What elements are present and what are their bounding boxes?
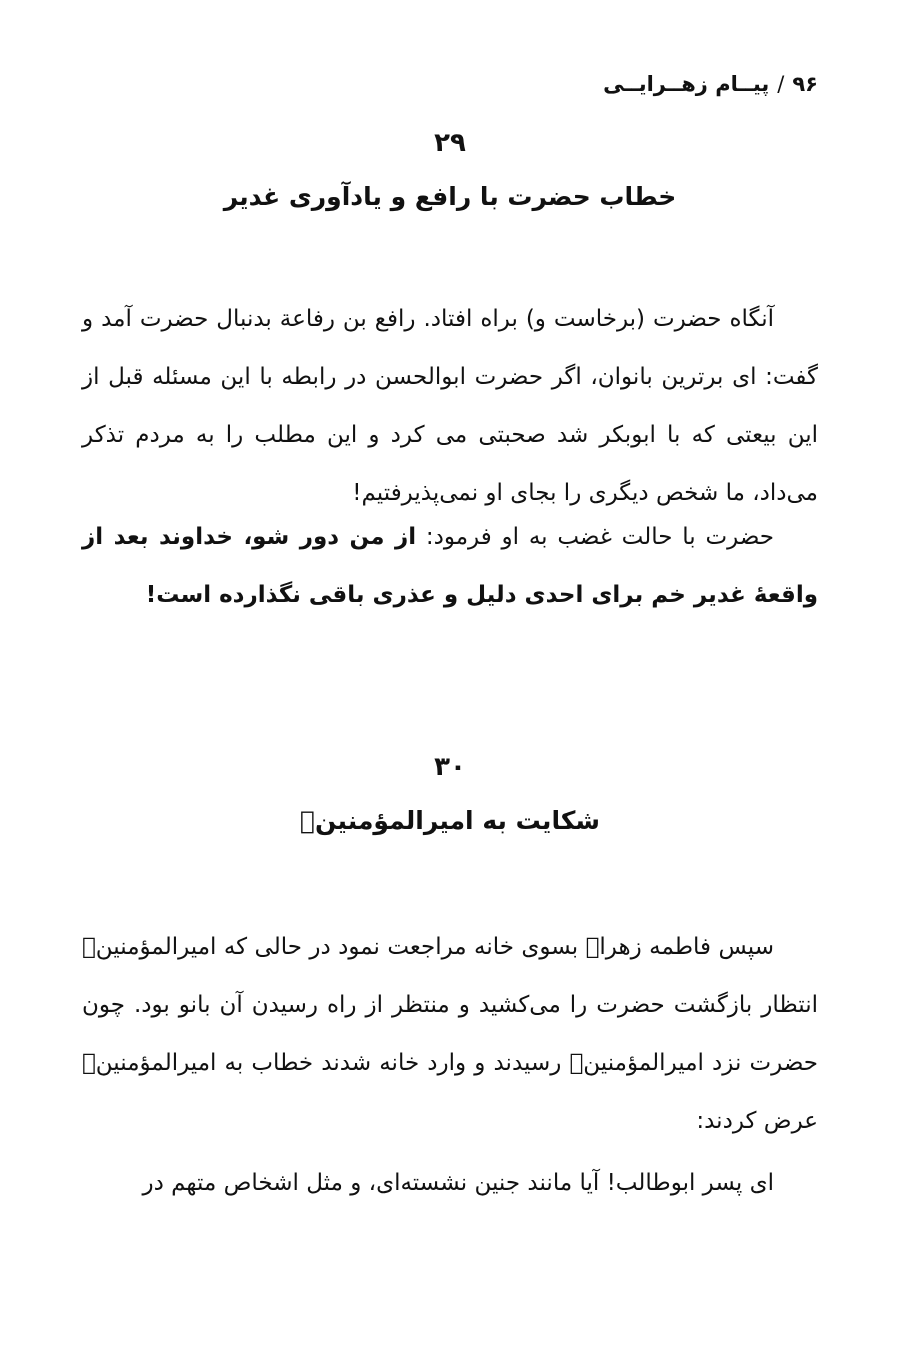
- running-header: [603, 72, 818, 96]
- section-30: [82, 752, 818, 1196]
- section-number: ۳۰: [434, 752, 466, 782]
- paragraph: سپس فاطمه زهراؒ بسوی خانه مراجعت نمود در حالی که امیرالمؤمنینؑ انتظار بازگشت حضرت را می‌کشید و منتظر از راه رسیدن آن بانو بود. چون حضرت نزد امیرالمؤمنینؑ رسیدند و وارد خانه شدند خطاب به امیرالمؤمنینؑ عرض کردند:: [82, 934, 818, 1134]
- paragraph: ای پسر ابوطالب! آیا مانند جنین نشسته‌ای، و مثل اشخاص متهم در: [142, 1170, 774, 1196]
- section-number: ۲۹: [434, 128, 466, 158]
- section-title: خطاب حضرت با رافع و یادآوری غدیر: [223, 182, 677, 211]
- paragraph: [82, 508, 818, 624]
- header-separator: /: [777, 72, 785, 96]
- paragraph: آنگاه حضرت (برخاست و) براه افتاد. رافع بن رفاعة بدنبال حضرت آمد و گفت: ای برترین بانوان، اگر حضرت ابوالحسن در رابطه با این مسئله قبل از این بیعتی که با ابوبکر شد صحبتی می کرد و این مطلب را به مردم تذکر می‌داد، ما شخص دیگری را بجای او نمی‌پذیرفتیم!: [82, 306, 818, 506]
- paragraph-intro: حضرت با حالت غضب به او فرمود:: [416, 524, 774, 550]
- section-title: شکایت به امیرالمؤمنینؑ: [300, 806, 600, 835]
- quoted-speech: از من دور شو، خداوند بعد از واقعهٔ غدیر خم برای احدی دلیل و عذری باقی نگذارده است!: [82, 524, 818, 608]
- page-number: ۹۶: [792, 72, 818, 96]
- book-title: پیــام زهــرایــی: [603, 72, 770, 96]
- section-29: [82, 128, 818, 608]
